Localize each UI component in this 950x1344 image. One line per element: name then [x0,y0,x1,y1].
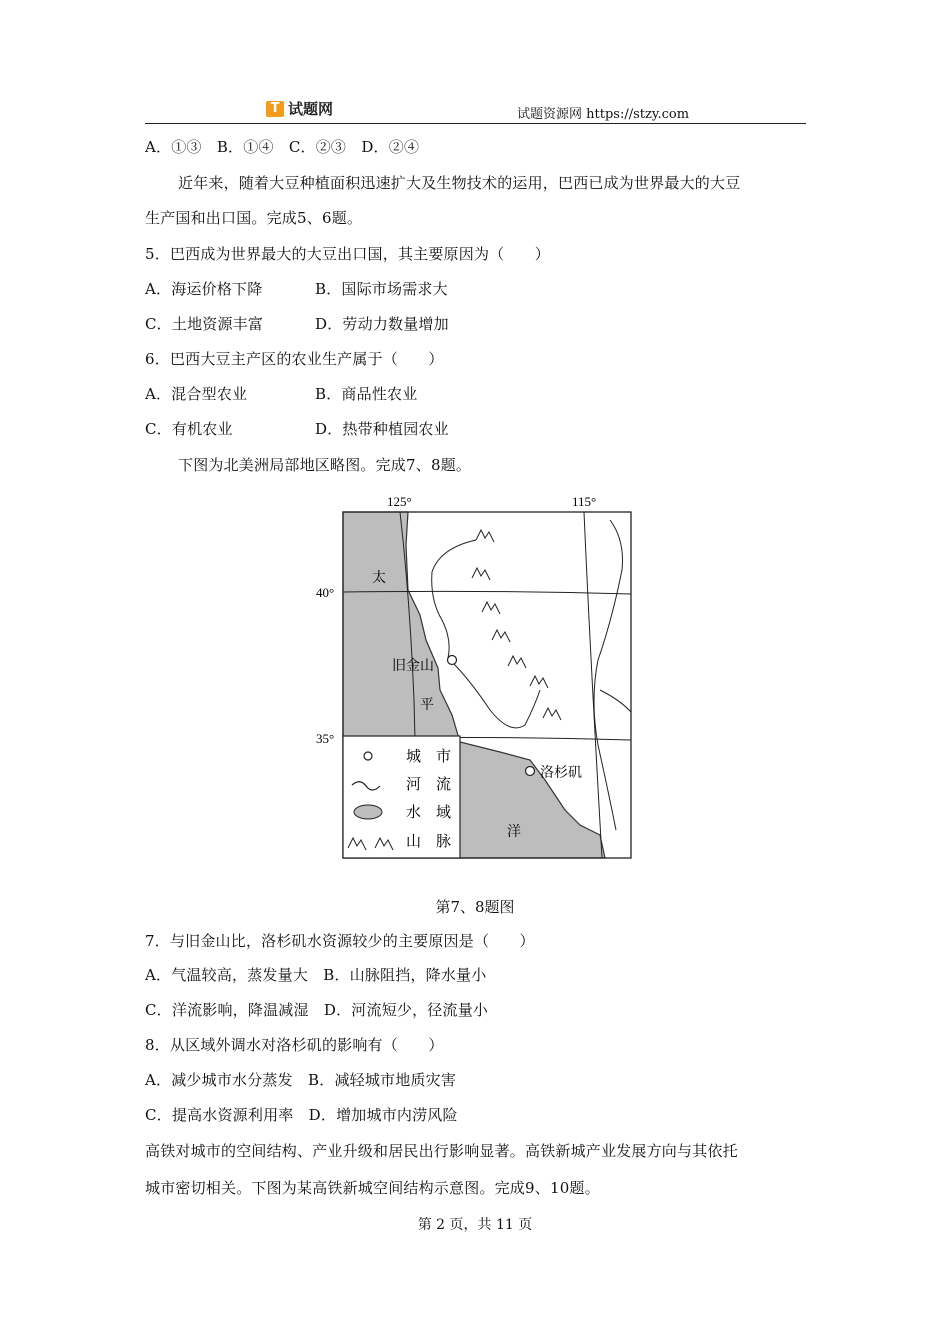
mountain-icons [472,530,561,720]
q5-option-d: D．劳动力数量增加 [315,315,449,333]
q6-stem: 6．巴西大豆主产区的农业生产属于（ ） [145,350,444,368]
label-city-losangeles: 洛杉矶 [540,765,582,781]
legend-mountain-label: 山 脉 [406,832,452,850]
legend-water-icon [354,805,382,819]
q6-option-d: D．热带种植园农业 [315,420,449,438]
legend-water-label: 水 域 [406,803,452,821]
river-sanjoaquin [452,662,540,728]
q6-option-b: B．商品性农业 [315,385,418,403]
q8-options-cd: C．提高水资源利用率 D．增加城市内涝风险 [145,1106,458,1124]
q5-options-ab [145,278,448,299]
q6-option-a: A．混合型农业 [145,385,248,403]
q6-options-ab [145,383,417,404]
intro-910-line2: 城市密切相关。下图为某高铁新城空间结构示意图。完成9、10题。 [145,1179,600,1197]
city-losangeles-marker [526,767,535,776]
q8-options-ab: A．减少城市水分蒸发 B．减轻城市地质灾害 [145,1071,457,1089]
legend-city-icon [364,752,372,760]
label-lon-115: 115° [572,494,597,509]
q7-stem: 7．与旧金山比，洛杉矶水资源较少的主要原因是（ ） [145,932,535,950]
q6-options-cd [145,418,449,439]
legend-city-label: 城 市 [406,747,452,765]
intro-910-line1: 高铁对城市的空间结构、产业升级和居民出行影响显著。高铁新城产业发展方向与其依托 [145,1142,738,1160]
label-lat-35: 35° [316,731,335,746]
q5-option-b: B．国际市场需求大 [315,280,448,298]
figure-caption: 第7、8题图 [435,898,515,916]
label-lon-125: 125° [387,494,412,509]
q5-option-a: A．海运价格下降 [145,280,263,298]
label-ocean-3: 洋 [507,824,521,840]
label-ocean-2: 平 [420,697,434,713]
q8-stem: 8．从区域外调水对洛杉矶的影响有（ ） [145,1036,444,1054]
city-sanfrancisco-marker [448,656,457,665]
north-america-map [305,490,645,860]
river-east [600,690,631,712]
intro-56-line2: 生产国和出口国。完成5、6题。 [145,209,363,227]
logo-text: 试题网 [288,100,334,118]
intro-56-line1: 近年来，随着大豆种植面积迅速扩大及生物技术的运用，巴西已成为世界最大的大豆 [178,174,741,192]
page-header [145,96,806,124]
header-site-url: 试题资源网 https://stzy.com [517,107,690,122]
page-footer: 第 2 页，共 11 页 [417,1217,533,1233]
q6-option-c: C．有机农业 [145,420,233,438]
q5-stem: 5．巴西成为世界最大的大豆出口国，其主要原因为（ ） [145,245,550,263]
legend-river-label: 河 流 [406,775,452,793]
q5-option-c: C．土地资源丰富 [145,315,264,333]
q5-options-cd [145,313,449,334]
q4-options: A．①③ B．①④ C．②③ D．②④ [145,138,420,156]
river-main [432,540,476,658]
label-city-sanfrancisco: 旧金山 [392,658,434,674]
map-legend [343,736,460,858]
site-logo[interactable] [266,98,333,119]
intro-78: 下图为北美洲局部地区略图。完成7、8题。 [178,456,472,474]
river-colorado [594,520,623,830]
q7-options-cd: C．洋流影响，降温减湿 D．河流短少，径流量小 [145,1001,489,1019]
label-ocean-1: 太 [372,570,386,586]
q7-options-ab: A．气温较高，蒸发量大 B．山脉阻挡，降水量小 [145,966,487,984]
logo-icon: T [266,101,284,117]
label-lat-40: 40° [316,585,335,600]
meridian-115 [584,512,602,858]
